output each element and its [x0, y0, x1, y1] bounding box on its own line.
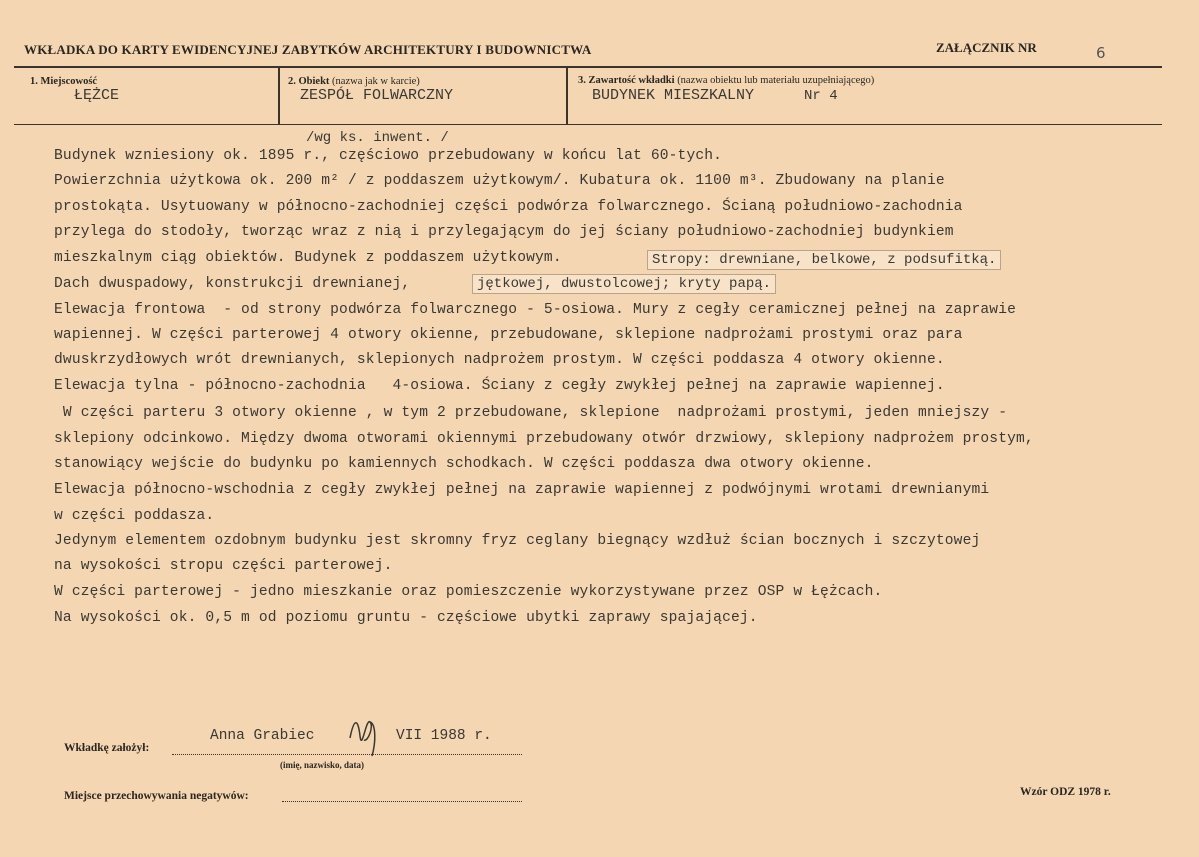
locality-label: 1. Miejscowość	[30, 76, 98, 87]
body-line-13: stanowiący wejście do budynku po kamiennych schodkach. W części poddasza dwa otwory okienne.	[54, 456, 874, 472]
body-line-6: Dach dwuspadowy, konstrukcji drewnianej,	[54, 276, 411, 292]
object-label-num: 2. Obiekt	[288, 76, 330, 87]
attachment-number: 6	[1096, 44, 1106, 62]
body-line-5: mieszkalnym ciąg obiektów. Budynek z poddaszem użytkowym.	[54, 250, 562, 266]
prepared-label: Wkładkę założył:	[64, 742, 150, 754]
negatives-dotted-line	[282, 801, 522, 802]
content-label-num: 3. Zawartość wkładki	[578, 75, 675, 86]
body-line-11: W części parteru 3 otwory okienne , w tym 2 przebudowane, sklepione nadprożami prostymi, jeden mniejszy -	[54, 405, 1008, 421]
content-label	[578, 75, 874, 86]
content-value-note: Nr 4	[804, 88, 838, 104]
signature-mark	[346, 712, 382, 756]
body-line-2: Powierzchnia użytkowa ok. 200 m² / z poddaszem użytkowym/. Kubatura ok. 1100 m³. Zbudowany na planie	[54, 173, 945, 189]
body-line-4: przylega do stodoły, tworząc wraz z nią i przylegającym do jej ściany południowo-zachodniej budynkiem	[54, 224, 954, 240]
body-line-17: na wysokości stropu części parterowej.	[54, 558, 393, 574]
header-rule-top	[14, 66, 1162, 68]
stropy-slip: Stropy: drewniane, belkowe, z podsufitką.	[647, 250, 1001, 270]
body-line-18: W części parterowej - jedno mieszkanie oraz pomieszczenie wykorzystywane przez OSP w Łężcach.	[54, 584, 883, 600]
content-label-note: (nazwa obiektu lub materiału uzupełniającego)	[677, 75, 875, 86]
body-line-9: dwuskrzydłowych wrót drewnianych, sklepionych nadprożem prostym. W części poddasza 4 otwory okienne.	[54, 352, 945, 368]
object-value: ZESPÓŁ FOLWARCZNY	[300, 87, 454, 104]
body-line-1: Budynek wzniesiony ok. 1895 r., częściowo przebudowany w końcu lat 60-tych.	[54, 148, 723, 164]
body-line-10: Elewacja tylna - północno-zachodnia 4-osiowa. Ściany z cegły zwykłej pełnej na zaprawie wapiennej.	[54, 378, 945, 394]
prepared-name: Anna Grabiec	[210, 728, 315, 744]
content-value: BUDYNEK MIESZKALNY	[592, 87, 755, 104]
body-line-14: Elewacja północno-wschodnia z cegły zwykłej pełnej na zaprawie wapiennej z podwójnymi wrotami drewnianymi	[54, 482, 990, 498]
body-line-3: prostokąta. Usytuowany w północno-zachodniej części podwórza folwarcznego. Ścianą południowo-zachodnia	[54, 199, 963, 215]
prepared-hint: (imię, nazwisko, data)	[280, 760, 364, 770]
roof-slip: jętkowej, dwustolcowej; kryty papą.	[472, 274, 776, 294]
object-label-note: (nazwa jak w karcie)	[332, 76, 420, 87]
field-divider-1	[278, 68, 280, 124]
body-line-8: wapiennej. W części parterowej 4 otwory okienne, przebudowane, sklepione nadprożami prostymi oraz para	[54, 327, 963, 343]
body-line-12: sklepiony odcinkowo. Między dwoma otworami okiennymi przebudowany otwór drzwiowy, sklepiony nadprożem prostym,	[54, 431, 1034, 447]
form-reference: Wzór ODZ 1978 r.	[1020, 786, 1111, 798]
body-line-7: Elewacja frontowa - od strony podwórza folwarcznego - 5-osiowa. Mury z cegły ceramicznej pełnej na zaprawie	[54, 302, 1017, 318]
body-line-19: Na wysokości ok. 0,5 m od poziomu gruntu - częściowe ubytki zaprawy spajającej.	[54, 610, 758, 626]
card-title: WKŁADKA DO KARTY EWIDENCYJNEJ ZABYTKÓW ARCHITEKTURY I BUDOWNICTWA	[24, 42, 592, 57]
prepared-date: VII 1988 r.	[396, 728, 492, 744]
negatives-label: Miejsce przechowywania negatywów:	[64, 790, 249, 802]
inventory-annotation: /wg ks. inwent. /	[306, 130, 449, 146]
field-divider-2	[566, 68, 568, 124]
body-line-16: Jedynym elementem ozdobnym budynku jest skromny fryz ceglany biegnący wzdłuż ścian bocznych i szczytowej	[54, 533, 981, 549]
attachment-label: ZAŁĄCZNIK NR	[936, 40, 1037, 55]
body-line-15: w części poddasza.	[54, 508, 215, 524]
locality-value: ŁĘŻCE	[74, 87, 120, 104]
object-label	[288, 76, 420, 87]
header-rule-bottom	[14, 124, 1162, 125]
